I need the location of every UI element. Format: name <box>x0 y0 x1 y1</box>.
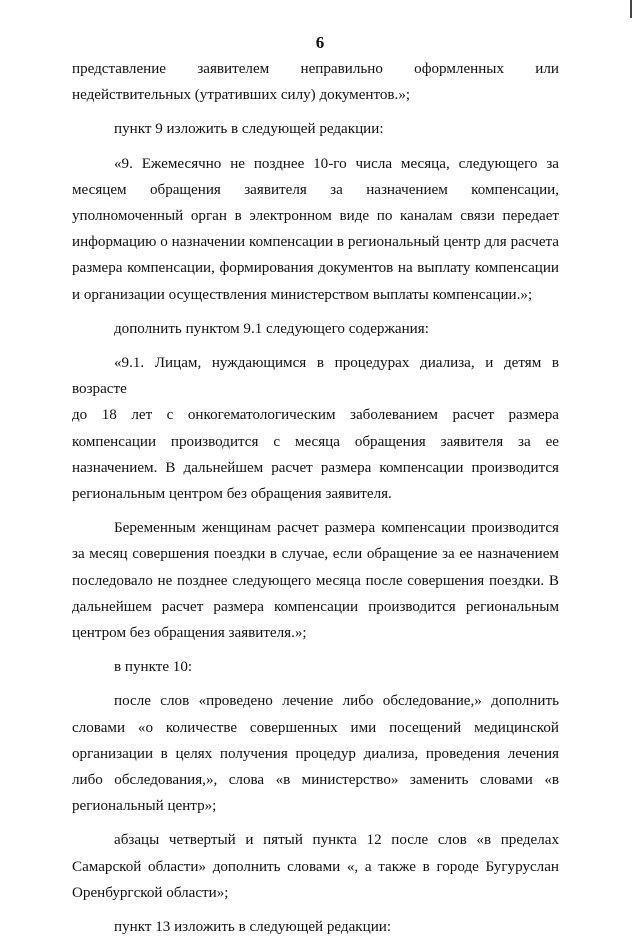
text-line: и организации осуществления министерством выплаты компенсации.»; <box>72 286 533 303</box>
text-line: пункт 13 изложить в следующей редакции: <box>114 919 392 936</box>
text-line: Оренбургской области»; <box>72 884 229 901</box>
text-line: месяцем обращения заявителя за назначением компенсации, <box>72 181 559 198</box>
page-number: 6 <box>315 33 325 52</box>
text-line: абзацы четвертый и пятый пункта 12 после слов «в пределах <box>114 832 559 849</box>
text-line: пункт 9 изложить в следующей редакции: <box>114 121 384 138</box>
text-line: региональным центром без обращения заявителя. <box>72 486 392 503</box>
text-line: Беременным женщинам расчет размера компенсации производится <box>114 520 559 537</box>
text-line: назначением. В дальнейшем расчет размера компенсации производится <box>72 459 559 476</box>
text-line: размера компенсации, формирования документов на выплату компенсации <box>72 260 559 277</box>
text-line: недействительных (утративших силу) документов.»; <box>72 87 411 104</box>
paragraph <box>72 914 559 940</box>
text-line: после слов «проведено лечение либо обследование,» дополнить <box>114 693 559 710</box>
text-line: региональный центр»; <box>72 798 217 815</box>
text-line: «9. Ежемесячно не позднее 10-го числа месяца, следующего за <box>114 155 559 172</box>
text-line: словами «о количестве совершенных ими посещений медицинской <box>72 719 559 736</box>
text-line: либо обследования,», слова «в министерство» заменить словами «в <box>72 772 559 789</box>
text-line: центром без обращения заявителя.»; <box>72 625 307 642</box>
text-line: последовало не позднее следующего месяца после совершения поездки. В <box>72 572 559 589</box>
text-line: дальнейшем расчет размера компенсации производится региональным <box>72 598 559 615</box>
text-line: в пункте 10: <box>114 659 193 676</box>
text-line: до 18 лет с онкогематологическим заболеванием расчет размера <box>72 407 559 424</box>
paragraph <box>72 350 559 507</box>
text-line: компенсации производится с месяца обращения заявителя за ее <box>72 433 559 450</box>
paragraph <box>72 654 559 680</box>
text-line: Самарской области» дополнить словами «, а также в городе Бугуруслан <box>72 858 559 875</box>
text-line: информацию о назначении компенсации в региональный центр для расчета <box>72 234 559 251</box>
text-line: представление заявителем неправильно оформленных или <box>72 61 559 77</box>
text-line: организации в целях получения процедур диализа, проведения лечения <box>72 745 559 762</box>
scan-edge-mark <box>630 0 632 18</box>
paragraph <box>72 56 559 108</box>
paragraph <box>72 515 559 646</box>
document-body <box>72 56 559 940</box>
text-line: «9.1. Лицам, нуждающимся в процедурах диализа, и детям в возрасте <box>72 355 559 398</box>
paragraph <box>72 116 559 142</box>
paragraph <box>72 827 559 906</box>
paragraph <box>72 688 559 819</box>
text-line: за месяц совершения поездки в случае, если обращение за ее назначением <box>72 546 559 563</box>
text-line: уполномоченный орган в электронном виде по каналам связи передает <box>72 208 559 225</box>
paragraph <box>72 151 559 308</box>
text-line: дополнить пунктом 9.1 следующего содержания: <box>114 320 429 337</box>
paragraph <box>72 316 559 342</box>
